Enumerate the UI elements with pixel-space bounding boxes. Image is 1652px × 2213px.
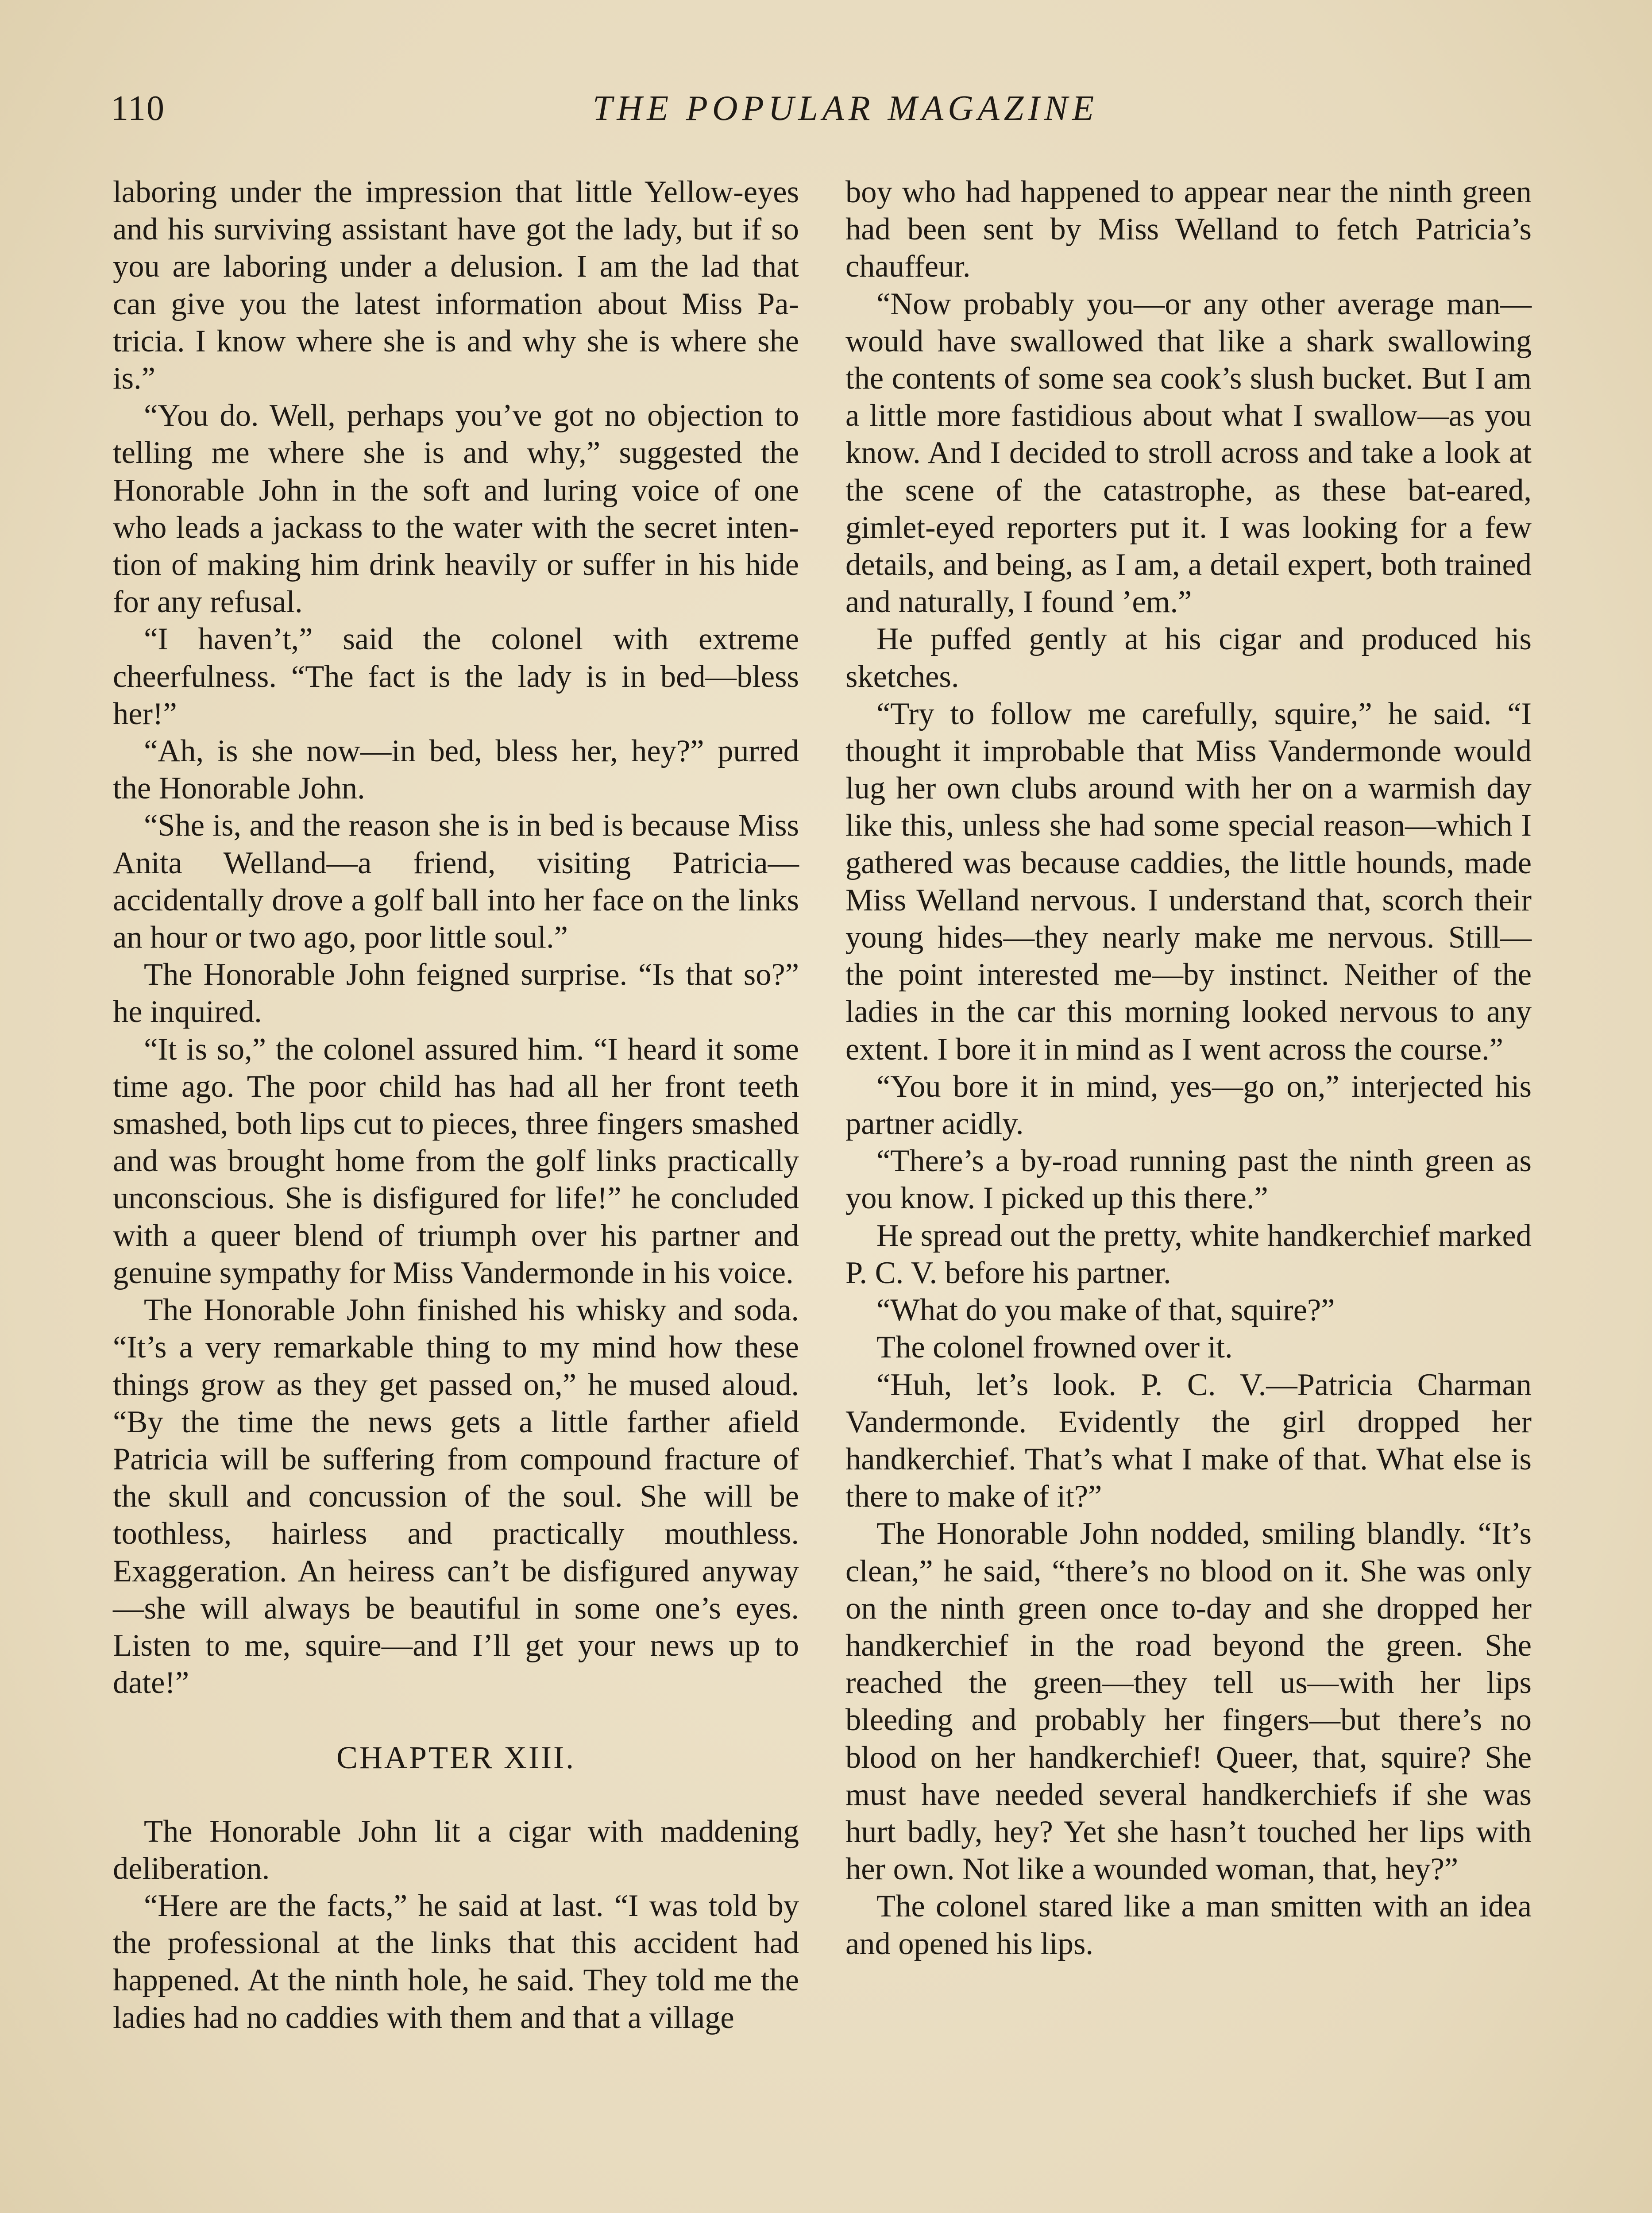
- paragraph: “It is so,” the colonel assured him. “I heard it some time ago. The poor child has had all her front teeth smashed, both lips cut to pieces, three fingers smashed and was brought home from the golf links practically unconscious. She is disfigured for life!” he concluded with a queer blend of triumph over his partner and genuine sympathy for Miss Vandermonde in his voice.: [113, 1032, 799, 1290]
- paragraph: “Try to follow me carefully, squire,” he said. “I thought it improbable that Miss Vandermonde would lug her own clubs around with her on a warmish day like this, unless she had some special reason—which I gathered was because caddies, the little hounds, made Miss Welland nervous. I understand that, scorch their young hides—they nearly make me nervous. Still—the point interested me—by instinct. Neither of the ladies in the car this morning looked nervous to any extent. I bore it in mind as I went across the course.”: [845, 696, 1532, 1067]
- running-title: THE POPULAR MAGAZINE: [592, 89, 1099, 128]
- paragraph: The Honorable John lit a cigar with maddening deliberation.: [113, 1814, 799, 1886]
- paragraph: “You bore it in mind, yes—go on,” interjected his partner acidly.: [845, 1069, 1532, 1141]
- page-header: [111, 89, 1580, 142]
- paragraph: The colonel stared like a man smitten with an idea and opened his lips.: [845, 1889, 1532, 1961]
- paragraph: “You do. Well, perhaps you’ve got no objection to telling me where she is and why,” suggested the Honorable John in the soft and luring voice of one who leads a jackass to the water with the secret intention of making him drink heavily or suffer in his hide for any refusal.: [113, 398, 799, 620]
- paragraph: He spread out the pretty, white handkerchief marked P. C. V. before his partner.: [845, 1218, 1532, 1290]
- page-number: 110: [111, 89, 166, 128]
- paragraph: “Huh, let’s look. P. C. V.—Patricia Charman Vandermonde. Evidently the girl dropped her handkerchief. That’s what I make of that. What else is there to make of it?”: [845, 1367, 1532, 1514]
- paragraph: He puffed gently at his cigar and produced his sketches.: [845, 622, 1532, 694]
- paragraph: The Honorable John nodded, smiling blandly. “It’s clean,” he said, “there’s no blood on it. She was only on the ninth green once to-day and she dropped her handkerchief in the road beyond the green. She reached the green—they tell us—with her lips bleeding and probably her fingers—but there’s no blood on her handkerchief! Queer, that, squire? She must have needed several handkerchiefs if she was hurt badly, hey? Yet she hasn’t touched her lips with her own. Not like a wounded woman, that, hey?”: [845, 1516, 1532, 1887]
- chapter-heading: CHAPTER XIII.: [336, 1740, 575, 1776]
- paragraph: boy who had happened to appear near the ninth green had been sent by Miss Welland to fetch Patricia’s chauffeur.: [845, 175, 1532, 284]
- paragraph: “Ah, is she now—in bed, bless her, hey?” purred the Honorable John.: [113, 734, 799, 806]
- paragraph: “Now probably you—or any other average man—would have swallowed that like a shark swallowing the contents of some sea cook’s slush bucket. But I am a little more fastidious about what I swallow—as you know. And I decided to stroll across and take a look at the scene of the catastrophe, as these bat-eared, gimlet-eyed reporters put it. I was looking for a few details, and being, as I am, a detail expert, both trained and naturally, I found ’em.”: [845, 286, 1532, 620]
- left-column: [113, 173, 799, 2036]
- paragraph: The Honorable John feigned surprise. “Is that so?” he inquired.: [113, 957, 799, 1029]
- paragraph: “She is, and the reason she is in bed is because Miss Anita Welland—a friend, visiting Patricia—accidentally drove a golf ball into her face on the links an hour or two ago, poor little soul.”: [113, 808, 799, 955]
- paragraph: “What do you make of that, squire?”: [876, 1293, 1335, 1328]
- paragraph: The Honorable John finished his whisky and soda. “It’s a very remarkable thing to my mind how these things grow as they get passed on,” he mused aloud. “By the time the news gets a little farther afield Patricia will be suffering from compound fracture of the skull and concussion of the soul. She will be toothless, hairless and practically mouthless. Exaggeration. An heiress can’t be disfigured anyway—she will always be beautiful in some one’s eyes. Listen to me, squire—and I’ll get your news up to date!”: [113, 1293, 799, 1700]
- paragraph: “There’s a by-road running past the ninth green as you know. I picked up this there.”: [845, 1144, 1532, 1216]
- right-column: [845, 173, 1532, 1962]
- paragraph: “Here are the facts,” he said at last. “I was told by the professional at the links that this accident had happened. At the ninth hole, he said. They told me the ladies had no caddies with them and that a village: [113, 1888, 799, 2035]
- paragraph: The colonel frowned over it.: [876, 1330, 1233, 1365]
- paragraph: laboring under the impression that little Yellow-eyes and his surviving assistant have got the lady, but if so you are laboring under a delusion. I am the lad that can give you the latest information about Miss Patricia. I know where she is and why she is where she is.”: [113, 175, 799, 396]
- paragraph: “I haven’t,” said the colonel with extreme cheerfulness. “The fact is the lady is in bed—bless her!”: [113, 622, 799, 731]
